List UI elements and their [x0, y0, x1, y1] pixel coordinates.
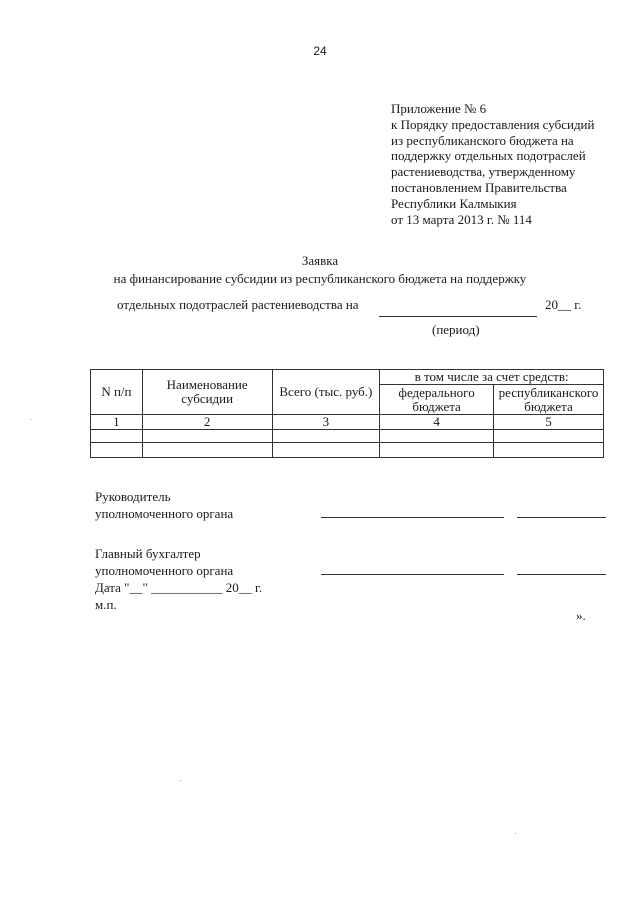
appendix-line: постановлением Правительства — [391, 179, 567, 195]
appendix-line: поддержку отдельных подотраслей — [391, 148, 586, 164]
table-cell[interactable] — [272, 443, 380, 458]
appendix-line: Приложение № 6 — [391, 101, 487, 116]
table-cell[interactable] — [380, 430, 494, 443]
period-caption: (период) — [432, 322, 480, 337]
header-sources: в том числе за счет средств: — [380, 370, 604, 385]
head-signature-label — [95, 488, 233, 522]
date-line[interactable]: Дата "__" ___________ 20__ г. — [95, 580, 263, 595]
scan-speck — [180, 780, 181, 781]
period-blank-line[interactable] — [379, 316, 537, 317]
table-cell[interactable] — [494, 430, 604, 443]
table-cell: 3 — [272, 415, 380, 430]
header-republic: республиканского бюджета — [494, 385, 604, 415]
table-cell[interactable] — [380, 443, 494, 458]
appendix-line: из республиканского бюджета на — [391, 132, 574, 148]
accountant-signature-label — [95, 545, 262, 613]
page-number: 24 — [313, 44, 327, 58]
table-row[interactable] — [91, 430, 604, 443]
accountant-name-line[interactable] — [517, 574, 606, 575]
appendix-line: к Порядку предоставления субсидий — [391, 116, 595, 132]
document-subtitle-line2: отдельных подотраслей растениеводства на — [117, 297, 359, 312]
appendix-block — [391, 101, 594, 227]
subsidy-table — [90, 369, 604, 458]
accountant-title-org: уполномоченного органа — [95, 563, 234, 578]
header-total: Всего (тыс. руб.) — [272, 370, 380, 415]
document-title: Заявка — [301, 253, 339, 268]
table-cell[interactable] — [91, 443, 143, 458]
table-cell[interactable] — [142, 443, 272, 458]
head-title-org: уполномоченного органа — [95, 506, 234, 521]
header-federal: федерального бюджета — [380, 385, 494, 415]
head-name-line[interactable] — [517, 517, 606, 518]
table-row[interactable] — [91, 443, 604, 458]
table-cell[interactable] — [494, 443, 604, 458]
scan-speck — [30, 419, 31, 420]
table-cell: 4 — [380, 415, 494, 430]
appendix-line: растениеводства, утвержденному — [391, 164, 576, 180]
document-subtitle: на финансирование субсидии из республиканского бюджета на поддержку — [113, 271, 527, 286]
header-number: N п/п — [91, 370, 143, 415]
appendix-line: от 13 марта 2013 г. № 114 — [391, 211, 532, 227]
table-cell: 1 — [91, 415, 143, 430]
table-cell[interactable] — [91, 430, 143, 443]
header-name: Наименование субсидии — [142, 370, 272, 415]
accountant-title: Главный бухгалтер — [95, 546, 201, 561]
table-cell[interactable] — [142, 430, 272, 443]
appendix-line: Республики Калмыкия — [391, 195, 517, 211]
stamp-label: м.п. — [95, 597, 117, 612]
head-title: Руководитель — [95, 489, 171, 504]
table-row — [91, 415, 604, 430]
head-signature-line[interactable] — [321, 517, 504, 518]
scan-speck — [515, 833, 516, 834]
table-cell: 2 — [142, 415, 272, 430]
closing-mark: ». — [576, 608, 586, 623]
accountant-signature-line[interactable] — [321, 574, 504, 575]
year-field[interactable]: 20__ г. — [545, 297, 582, 312]
table-cell[interactable] — [272, 430, 380, 443]
table-cell: 5 — [494, 415, 604, 430]
